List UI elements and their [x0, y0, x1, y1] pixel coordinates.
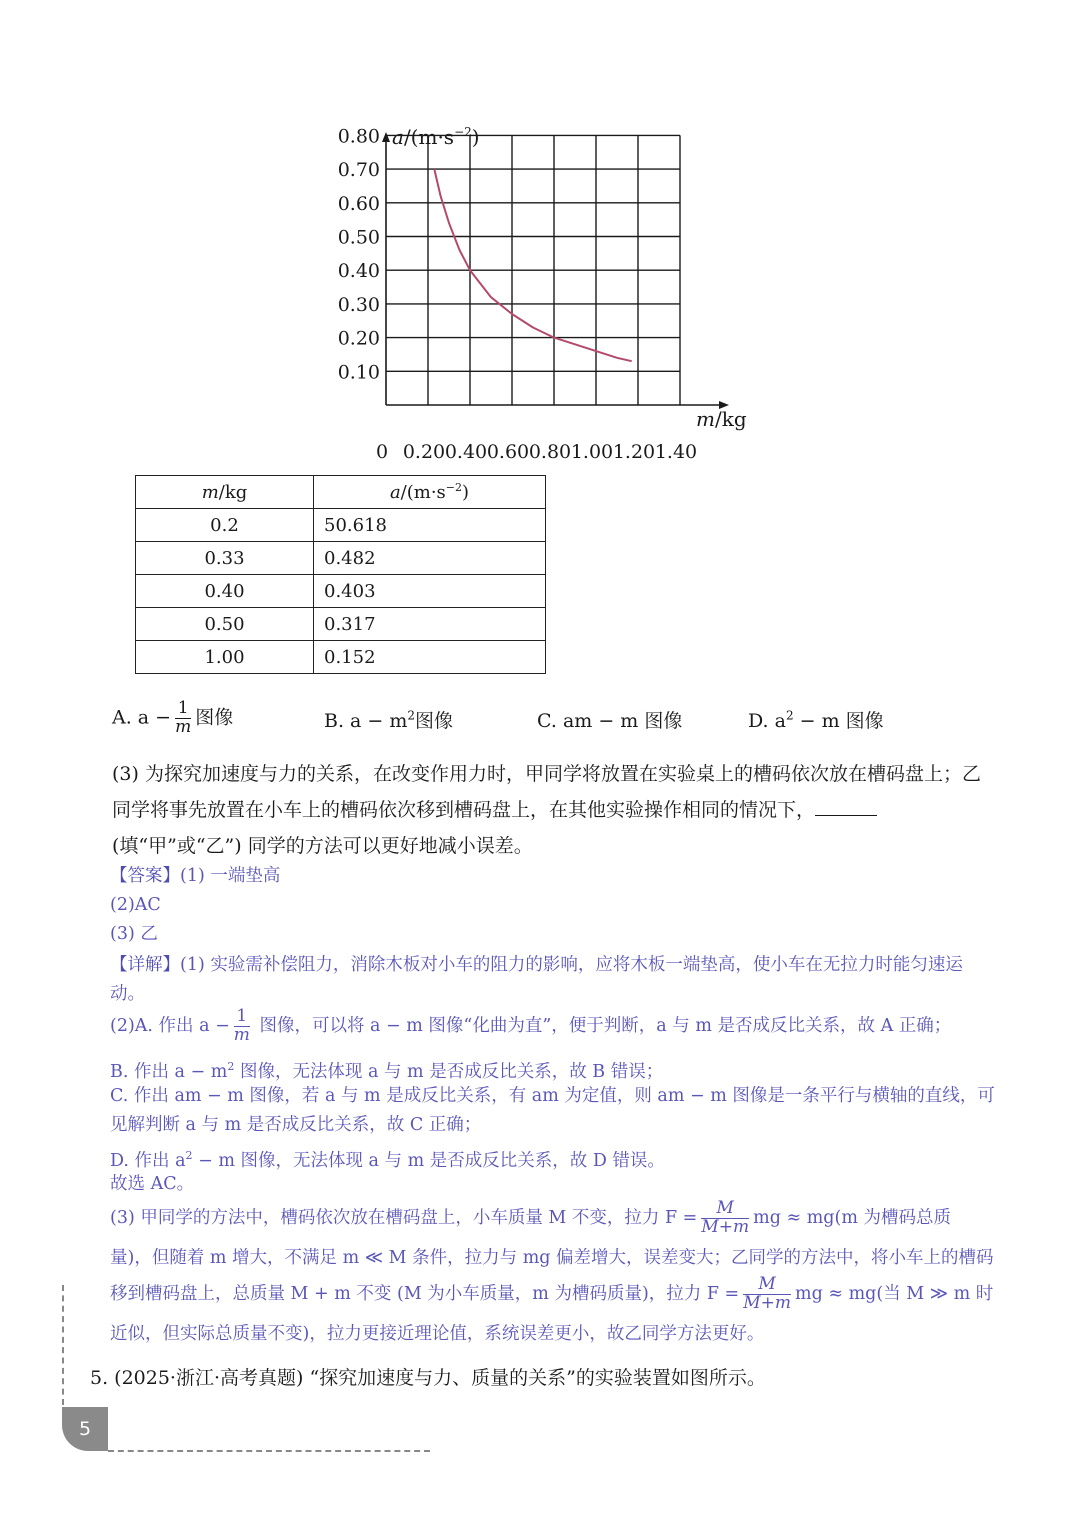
y-tick-labels	[338, 125, 380, 383]
cell-mass: 1.00	[136, 641, 314, 674]
y-tick-label: 0.70	[337, 159, 380, 182]
y-tick-label: 0.80	[337, 125, 380, 148]
cell-acceleration: 50.618	[314, 509, 546, 542]
option-d: D. $a^2 - m$ 图像	[748, 708, 884, 732]
x-tick-labels	[376, 441, 697, 463]
page-number: 5	[62, 1407, 108, 1451]
y-tick-label: 0.50	[337, 226, 380, 249]
detail-line-7: D. 作出 $a^2 - m$ 图像，无法体现 a 与 m 是否成反比关系，故 D 错误。	[110, 1149, 665, 1171]
question-5: 5. (2025·浙江·高考真题) “探究加速度与力、质量的关系”的实验装置如图所示。	[90, 1367, 766, 1389]
header-mass: m/kg	[136, 476, 314, 509]
chart-grid	[386, 135, 680, 405]
cell-mass: 0.40	[136, 575, 314, 608]
detail-line-2: 动。	[110, 984, 145, 1004]
detail-line-12: 近似，但实际总质量不变)，拉力更接近理论值，系统误差更小，故乙同学方法更好。	[110, 1324, 765, 1344]
answer-options	[112, 700, 972, 746]
table-row	[136, 575, 546, 608]
table-header-row	[136, 476, 546, 509]
y-tick-label: 0.60	[337, 192, 380, 215]
cell-acceleration: 0.403	[314, 575, 546, 608]
detail-line-10: 量)，但随着 m 增大，不满足 m ≪ M 条件，拉力与 mg 偏差增大，误差变大；乙同学的方法中，将小车上的槽码	[110, 1248, 994, 1268]
table-row	[136, 608, 546, 641]
option-c: C. am − m 图像	[537, 710, 683, 732]
header-acceleration: $a/(m\cdot s^{-2})$	[314, 476, 546, 509]
answer-line-2: (2)AC	[110, 895, 161, 915]
cell-acceleration: 0.152	[314, 641, 546, 674]
detail-line-5: C. 作出 am − m 图像，若 a 与 m 是成反比关系，有 am 为定值，则 am − m 图像是一条平行与横轴的直线，可	[110, 1086, 995, 1106]
question-3	[112, 756, 992, 864]
y-tick-label: 0.30	[337, 293, 380, 316]
detail-fraction-2: $\frac{M}{M+m}$	[701, 1198, 750, 1237]
y-axis-label: $a/(m\cdot s^{-2})$	[392, 125, 480, 149]
cell-mass: 0.33	[136, 542, 314, 575]
cell-mass: 0.2	[136, 509, 314, 542]
detail-line-1: 【详解】(1) 实验需补偿阻力，消除木板对小车的阻力的影响，应将木板一端垫高，使小车在无拉力时能匀速运	[110, 955, 963, 975]
answer-line-3: (3) 乙	[110, 924, 158, 944]
detail-fraction-3: $\frac{M}{M+m}$	[743, 1274, 791, 1313]
option-b: B. $a - m^2$图像	[324, 708, 454, 732]
x-tick-label: 0.20	[402, 441, 446, 463]
detail-fraction-1: $\frac{1}{m}$	[233, 1006, 250, 1045]
x-tick-label: 0.60	[486, 441, 530, 463]
detail-line-4: B. 作出 $a - m^2$ 图像，无法体现 a 与 m 是否成反比关系，故 B 错误；	[110, 1060, 664, 1082]
margin-dashed-line	[62, 1285, 64, 1405]
detail-line-8: 故选 AC。	[110, 1174, 195, 1194]
answer-blank	[815, 795, 877, 816]
detail-line-9: (3) 甲同学的方法中，槽码依次放在槽码盘上，小车质量 M 不变，拉力 F = $\frac{M}{M+m}$ mg ≈ mg(m 为槽码总质	[110, 1198, 951, 1237]
detail-line-11: 移到槽码盘上，总质量 M + m 不变 (M 为小车质量，m 为槽码质量)，拉力 F = $\frac{M}{M+m}$ mg ≈ mg(当 M ≫ m 时	[110, 1274, 994, 1313]
table-row	[136, 641, 546, 674]
y-tick-label: 0.10	[337, 361, 380, 384]
table-row	[136, 542, 546, 575]
x-tick-label: 1.20	[612, 441, 656, 463]
answer-line-1: 【答案】(1) 一端垫高	[110, 866, 281, 886]
y-axis-arrow	[382, 132, 390, 142]
x-tick-label: 0.40	[444, 441, 488, 463]
detail-line-3: (2)A. 作出 a − $\frac{1}{m}$ 图像，可以将 a − m 图像“化曲为直”，便于判断，a 与 m 是否成反比关系，故 A 正确；	[110, 1006, 952, 1045]
table-row	[136, 509, 546, 542]
option-a: A. a − $\frac{1}{m}$ 图像	[112, 698, 234, 737]
x-tick-label: 0	[375, 441, 389, 463]
question-3-text-end: (填“甲”或“乙”) 同学的方法可以更好地减小误差。	[112, 835, 533, 857]
detail-line-6: 见解判断 a 与 m 是否成反比关系，故 C 正确；	[110, 1115, 482, 1135]
y-tick-label: 0.20	[337, 327, 380, 350]
a-m-chart	[330, 120, 750, 470]
x-tick-label: 1.00	[570, 441, 614, 463]
a-m-curve	[434, 169, 631, 361]
x-tick-label: 0.80	[528, 441, 572, 463]
x-tick-label: 1.40	[654, 441, 698, 463]
cell-mass: 0.50	[136, 608, 314, 641]
footer-dashed-line	[108, 1450, 430, 1452]
question-3-text: (3) 为探究加速度与力的关系，在改变作用力时，甲同学将放置在实验桌上的槽码依次放在槽码盘上；乙同学将事先放置在小车上的槽码依次移到槽码盘上，在其他实验操作相同的情况下，	[112, 763, 981, 821]
option-a-fraction: $\frac{1}{m}$	[175, 698, 192, 737]
y-tick-label: 0.40	[337, 260, 380, 283]
x-axis-label: m/kg	[696, 407, 747, 431]
cell-acceleration: 0.317	[314, 608, 546, 641]
cell-acceleration: 0.482	[314, 542, 546, 575]
data-table	[135, 475, 546, 674]
